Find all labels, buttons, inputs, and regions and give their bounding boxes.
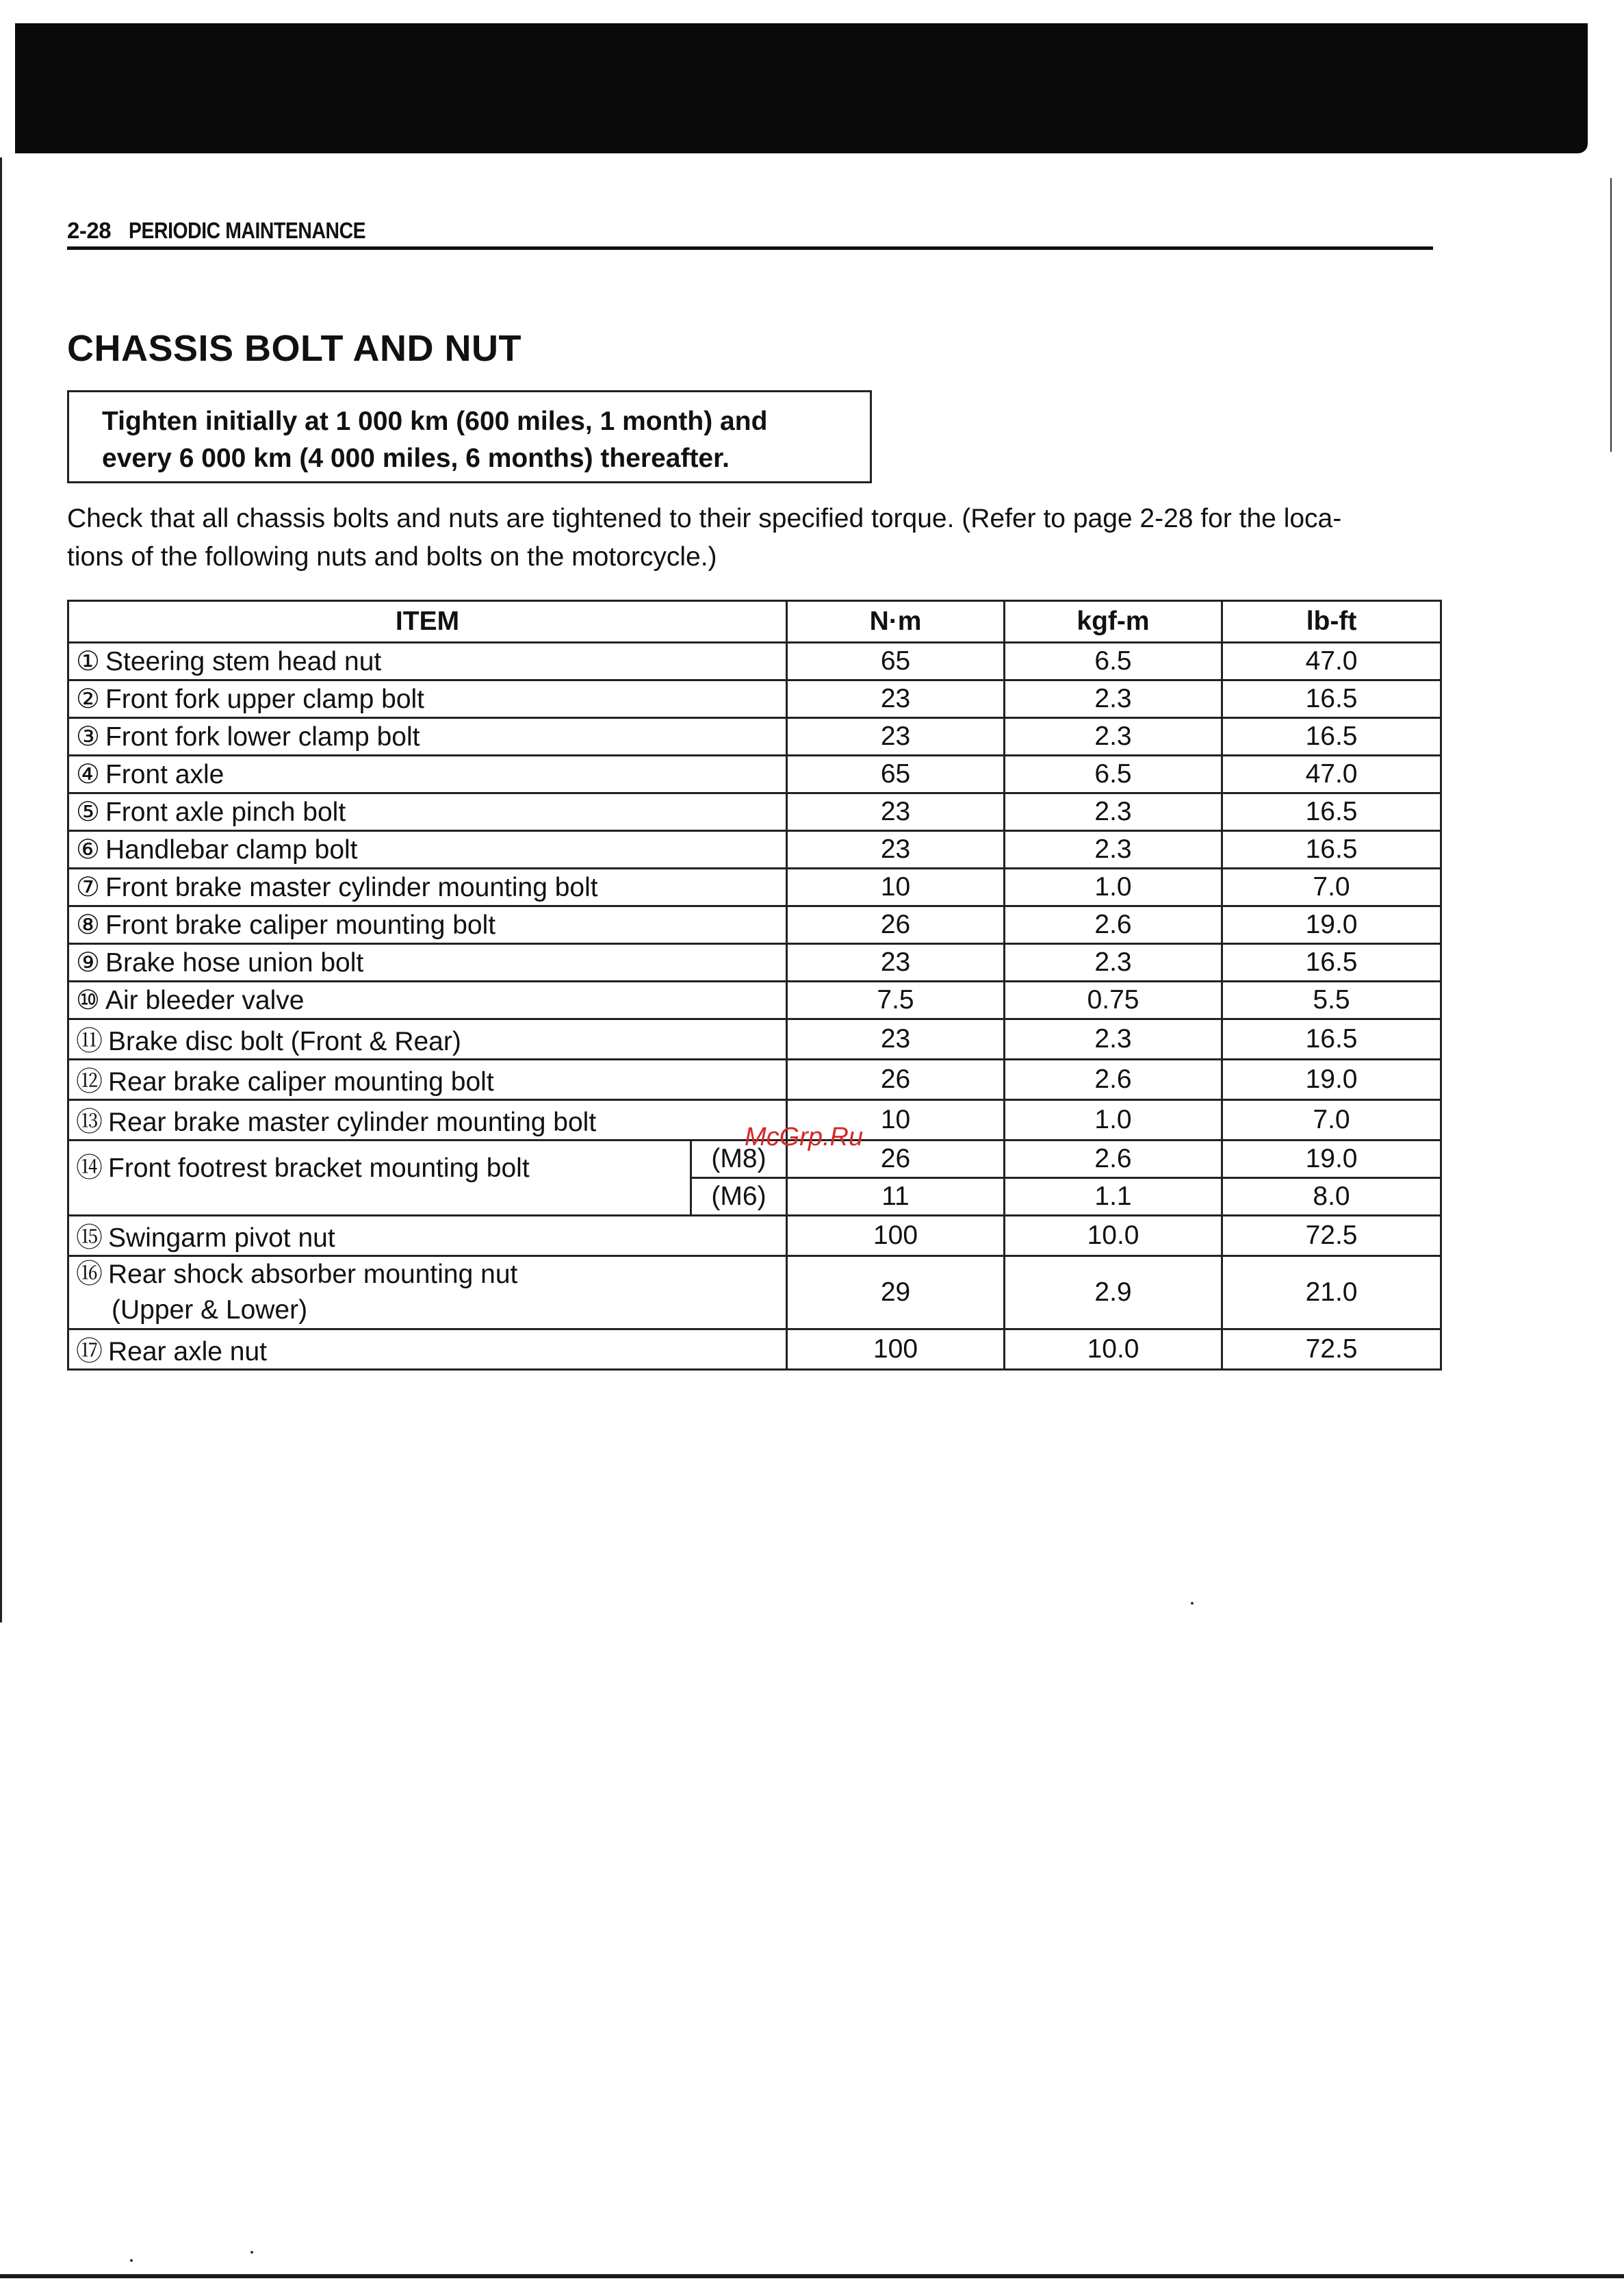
lbft-cell: 72.5 [1222, 1216, 1441, 1256]
table-row [68, 1329, 1441, 1370]
item-cell [68, 718, 787, 756]
nm-cell: 7.5 [787, 982, 1005, 1019]
item-number-marker: ① [76, 646, 100, 676]
nm-cell: 23 [787, 1019, 1005, 1060]
header-lbft: lb-ft [1222, 601, 1441, 643]
table-row [68, 1216, 1441, 1256]
item-label: Front brake master cylinder mounting bolt [105, 872, 598, 902]
item-label: Brake hose union bolt [105, 947, 364, 978]
note-line-2: every 6 000 km (4 000 miles, 6 months) thereafter. [102, 444, 730, 473]
item-label: Swingarm pivot nut [108, 1223, 335, 1253]
page-number: 2-28 [67, 218, 112, 243]
item-number-marker: ⑬ [76, 1108, 103, 1137]
kgfm-cell: 2.3 [1005, 944, 1222, 982]
table-row [68, 793, 1441, 831]
item-label: Front footrest bracket mounting bolt [108, 1154, 530, 1183]
table-row [68, 944, 1441, 982]
kgfm-cell: 6.5 [1005, 756, 1222, 793]
kgfm-cell: 2.6 [1005, 1140, 1222, 1178]
item-number-marker: ⑤ [76, 797, 100, 827]
kgfm-cell: 10.0 [1005, 1329, 1222, 1370]
table-row [68, 680, 1441, 718]
item-label: Front brake caliper mounting bolt [105, 910, 496, 940]
lbft-cell: 21.0 [1222, 1256, 1441, 1329]
table-row [68, 643, 1441, 680]
note-line-1: Tighten initially at 1 000 km (600 miles, 1 month) and [102, 407, 768, 436]
running-header [67, 214, 1433, 250]
scan-speck [250, 2251, 253, 2254]
nm-cell: 23 [787, 793, 1005, 831]
nm-cell: 100 [787, 1216, 1005, 1256]
table-row [68, 869, 1441, 906]
lbft-cell: 7.0 [1222, 869, 1441, 906]
item-label: Brake disc bolt (Front & Rear) [108, 1027, 461, 1056]
table-row [68, 831, 1441, 869]
item-cell [68, 906, 787, 944]
item-label: Rear shock absorber mounting nut [108, 1260, 518, 1289]
item-label: Front fork lower clamp bolt [105, 722, 420, 752]
intro-line-2: tions of the following nuts and bolts on the motorcycle.) [67, 542, 717, 572]
nm-cell: 10 [787, 869, 1005, 906]
bolt-size-cell: (M8) [691, 1140, 787, 1178]
header-kgfm: kgf-m [1005, 601, 1222, 643]
kgfm-cell: 1.0 [1005, 1100, 1222, 1140]
nm-cell: 26 [787, 1140, 1005, 1178]
watermark: McGrp.Ru [745, 1123, 864, 1151]
nm-cell: 10 [787, 1100, 1005, 1140]
item-cell [68, 1060, 787, 1100]
nm-cell: 23 [787, 831, 1005, 869]
lbft-cell: 5.5 [1222, 982, 1441, 1019]
page-left-edge [0, 157, 2, 1622]
item-number-marker: ⑭ [76, 1154, 103, 1183]
item-number-marker: ⑰ [76, 1337, 103, 1366]
item-number-marker: ④ [76, 759, 100, 789]
item-label: Handlebar clamp bolt [105, 834, 358, 865]
page-title: CHASSIS BOLT AND NUT [67, 328, 521, 369]
item-label: Front axle pinch bolt [105, 797, 346, 827]
item-number-marker: ③ [76, 722, 100, 752]
nm-cell: 65 [787, 756, 1005, 793]
item-cell [68, 1329, 787, 1370]
kgfm-cell: 2.3 [1005, 793, 1222, 831]
nm-cell: 29 [787, 1256, 1005, 1329]
item-label-line-1 [76, 1257, 786, 1292]
kgfm-cell: 2.3 [1005, 831, 1222, 869]
lbft-cell: 8.0 [1222, 1178, 1441, 1216]
scan-speck [130, 2259, 133, 2262]
kgfm-cell: 2.6 [1005, 906, 1222, 944]
header-item: ITEM [68, 601, 787, 643]
item-number-marker: ⑨ [76, 947, 100, 978]
item-cell [68, 793, 787, 831]
top-black-band [15, 23, 1588, 153]
lbft-cell: 16.5 [1222, 793, 1441, 831]
table-row [68, 906, 1441, 944]
item-cell [68, 756, 787, 793]
item-number-marker: ⑪ [76, 1027, 103, 1056]
item-cell [68, 1256, 787, 1329]
maintenance-interval-note [67, 390, 872, 483]
scan-speck [1191, 1602, 1194, 1605]
nm-cell: 23 [787, 944, 1005, 982]
intro-paragraph [67, 500, 1436, 576]
item-number-marker: ⑮ [76, 1223, 103, 1253]
lbft-cell: 16.5 [1222, 718, 1441, 756]
kgfm-cell: 2.3 [1005, 718, 1222, 756]
item-number-marker: ⑦ [76, 872, 100, 902]
kgfm-cell: 6.5 [1005, 643, 1222, 680]
kgfm-cell: 1.1 [1005, 1178, 1222, 1216]
table-row [68, 1019, 1441, 1060]
table-row [68, 1060, 1441, 1100]
intro-line-1: Check that all chassis bolts and nuts are tightened to their specified torque. (Refer to page 2-28 for the loca- [67, 504, 1342, 533]
item-cell [68, 643, 787, 680]
item-number-marker: ⑧ [76, 910, 100, 940]
item-label: Rear brake caliper mounting bolt [108, 1067, 494, 1097]
lbft-cell: 47.0 [1222, 643, 1441, 680]
lbft-cell: 72.5 [1222, 1329, 1441, 1370]
nm-cell: 23 [787, 718, 1005, 756]
lbft-cell: 47.0 [1222, 756, 1441, 793]
lbft-cell: 16.5 [1222, 680, 1441, 718]
table-row [68, 982, 1441, 1019]
lbft-cell: 19.0 [1222, 1140, 1441, 1178]
lbft-cell: 16.5 [1222, 944, 1441, 982]
item-cell [68, 1019, 787, 1060]
item-number-marker: ② [76, 684, 100, 714]
item-cell [68, 1140, 691, 1216]
item-label-line-2: (Upper & Lower) [112, 1295, 308, 1325]
kgfm-cell: 2.3 [1005, 1019, 1222, 1060]
item-cell [68, 680, 787, 718]
header-nm: N·m [787, 601, 1005, 643]
kgfm-cell: 10.0 [1005, 1216, 1222, 1256]
kgfm-cell: 2.6 [1005, 1060, 1222, 1100]
nm-cell: 26 [787, 906, 1005, 944]
item-number-marker: ⑯ [76, 1260, 103, 1289]
table-row [68, 756, 1441, 793]
nm-cell: 65 [787, 643, 1005, 680]
kgfm-cell: 2.9 [1005, 1256, 1222, 1329]
page-bottom-edge [0, 2274, 1624, 2278]
lbft-cell: 16.5 [1222, 831, 1441, 869]
item-cell [68, 869, 787, 906]
lbft-cell: 19.0 [1222, 906, 1441, 944]
item-cell [68, 1216, 787, 1256]
bolt-size-cell: (M6) [691, 1178, 787, 1216]
torque-table [67, 600, 1442, 1371]
item-label: Air bleeder valve [105, 985, 305, 1015]
nm-cell: 11 [787, 1178, 1005, 1216]
item-label: Steering stem head nut [105, 646, 382, 676]
item-number-marker: ⑫ [76, 1067, 103, 1097]
item-label: Front axle [105, 759, 224, 789]
kgfm-cell: 2.3 [1005, 680, 1222, 718]
table-row [68, 718, 1441, 756]
lbft-cell: 16.5 [1222, 1019, 1441, 1060]
lbft-cell: 7.0 [1222, 1100, 1441, 1140]
item-cell [68, 982, 787, 1019]
page-right-edge [1610, 178, 1612, 452]
item-number-marker: ⑥ [76, 834, 100, 865]
nm-cell: 100 [787, 1329, 1005, 1370]
nm-cell: 23 [787, 680, 1005, 718]
item-number-marker: ⑩ [76, 985, 100, 1015]
item-cell [68, 1100, 787, 1140]
item-cell [68, 944, 787, 982]
item-label: Rear brake master cylinder mounting bolt [108, 1108, 597, 1137]
table-header-row [68, 601, 1441, 643]
item-label: Rear axle nut [108, 1337, 267, 1366]
nm-cell: 26 [787, 1060, 1005, 1100]
item-cell [68, 831, 787, 869]
lbft-cell: 19.0 [1222, 1060, 1441, 1100]
item-label: Front fork upper clamp bolt [105, 684, 425, 714]
kgfm-cell: 1.0 [1005, 869, 1222, 906]
kgfm-cell: 0.75 [1005, 982, 1222, 1019]
table-row [68, 1256, 1441, 1329]
section-name: PERIODIC MAINTENANCE [129, 218, 366, 243]
